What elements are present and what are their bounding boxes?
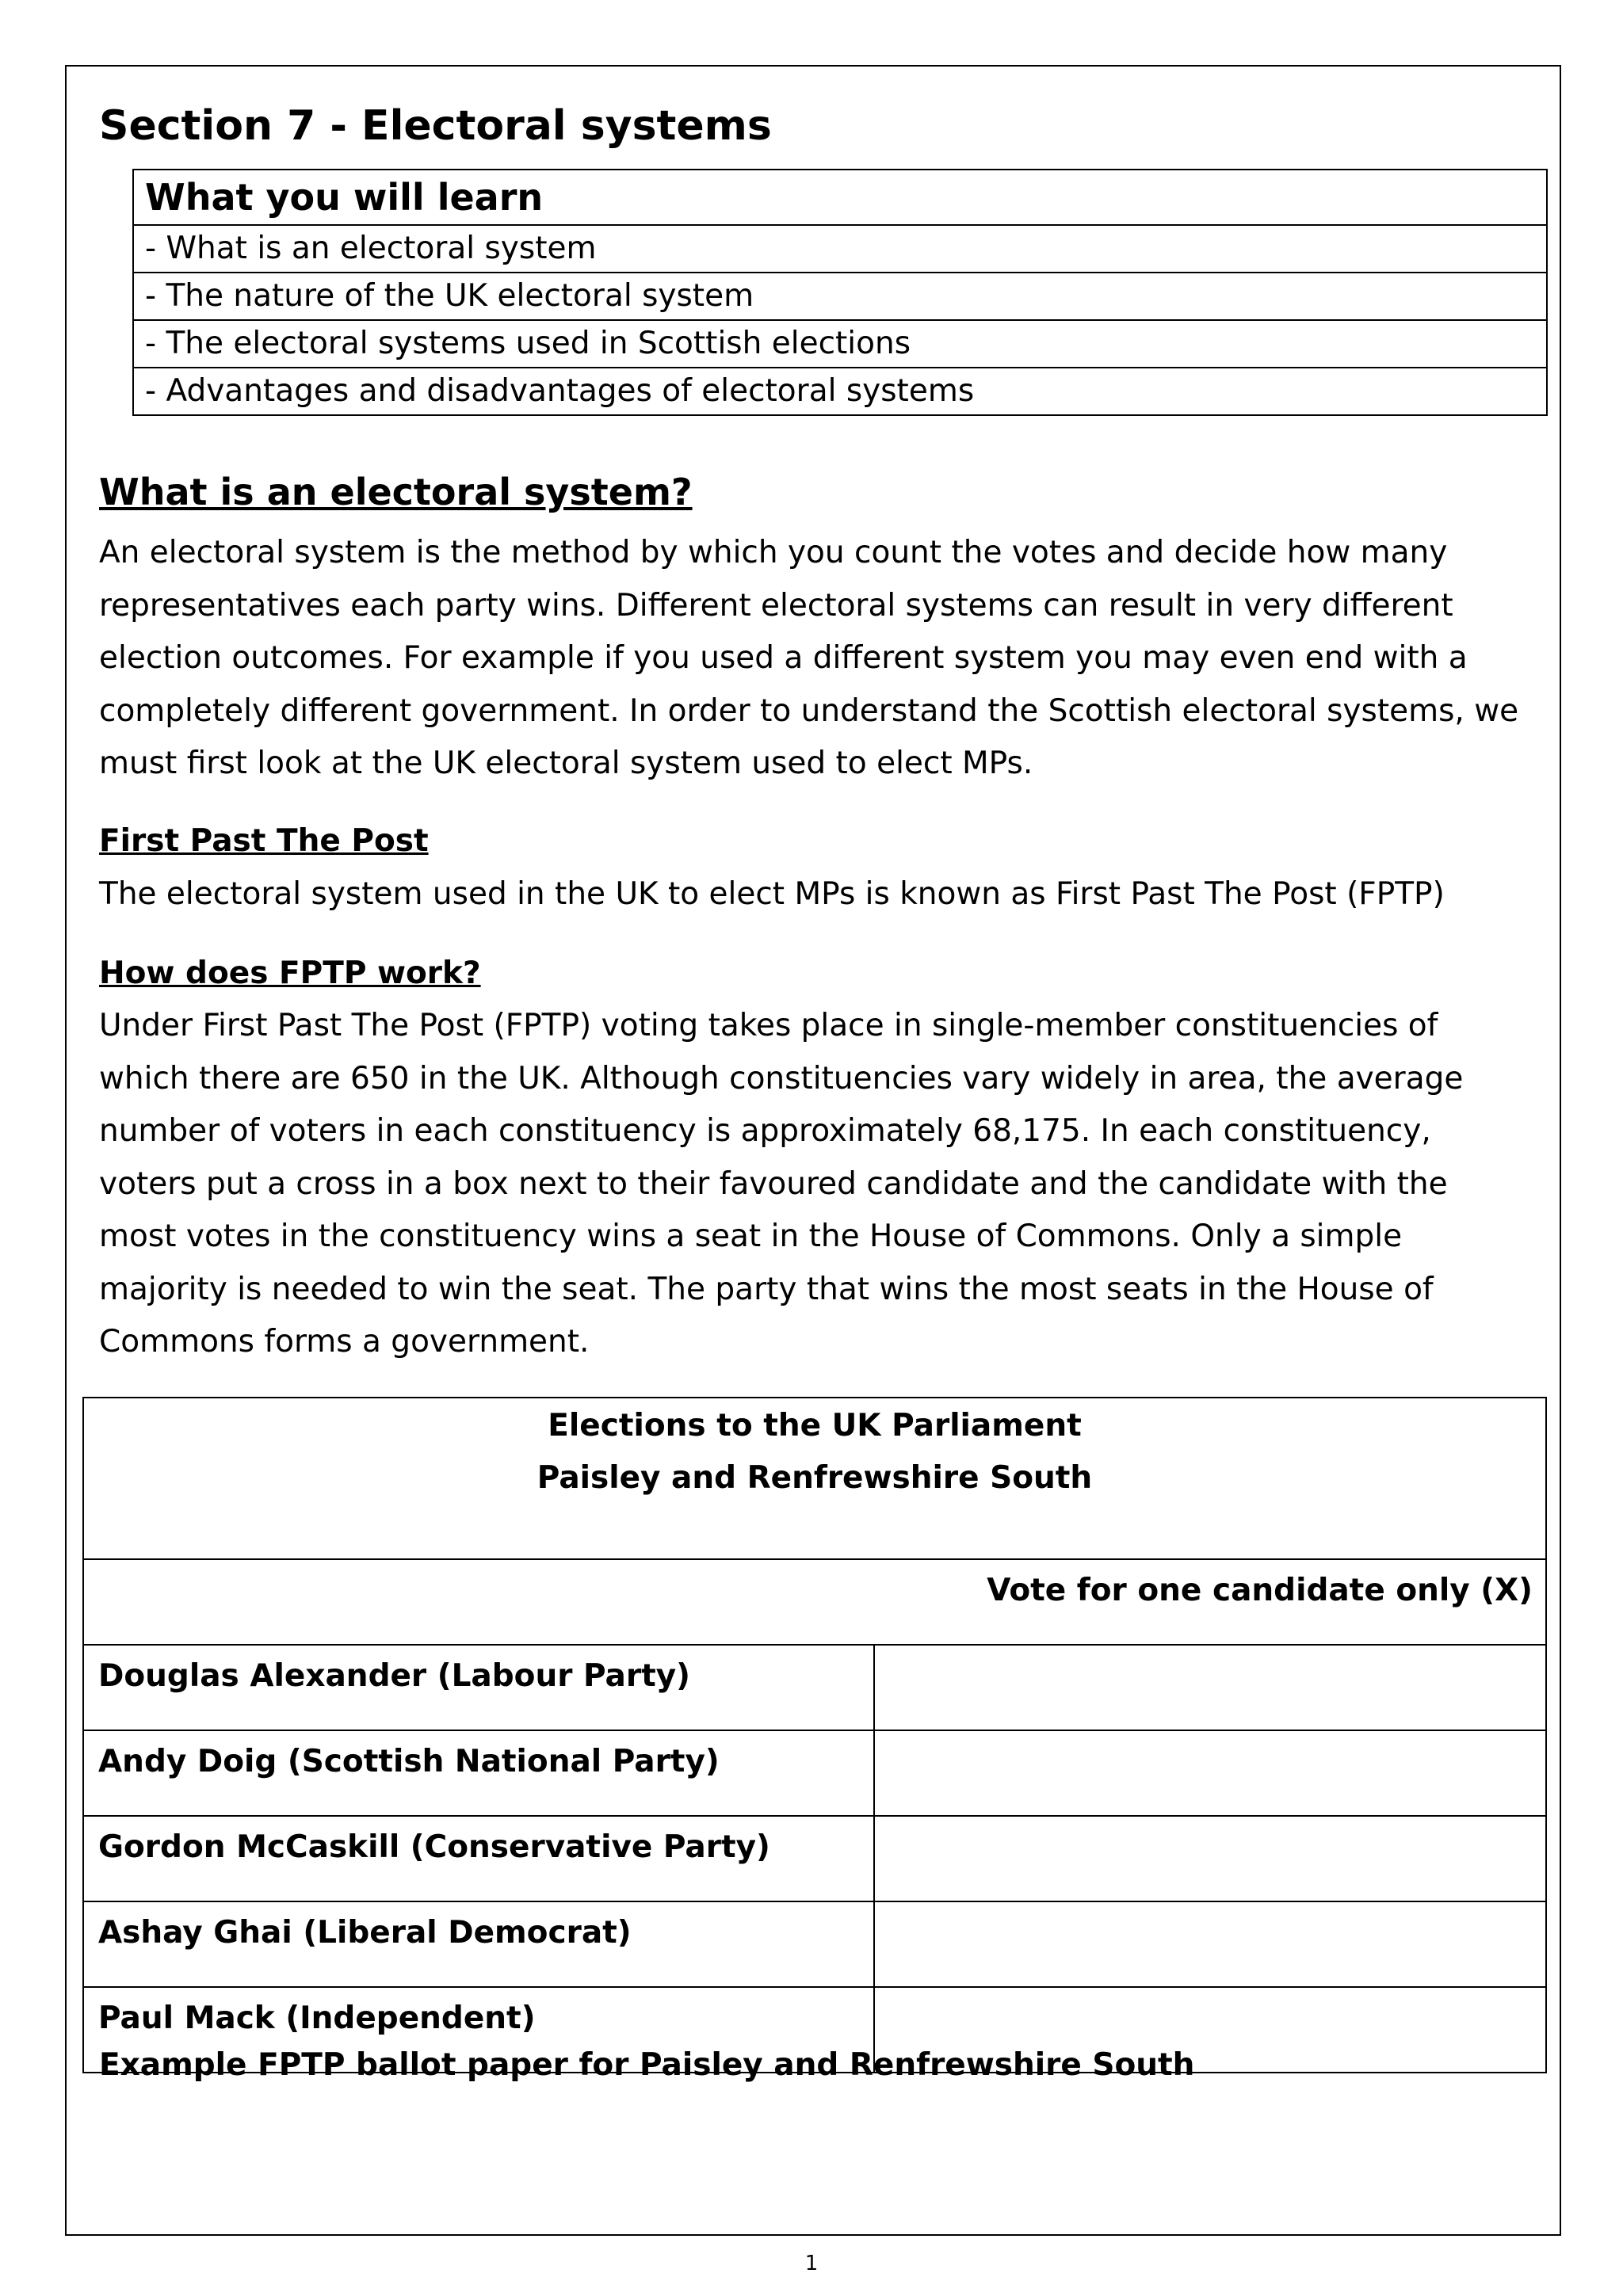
- learning-objective-row: [133, 225, 1547, 273]
- page-number: 1: [804, 2252, 819, 2275]
- ballot-candidate-row: [83, 1645, 1546, 1730]
- ballot-title-row: [83, 1398, 1546, 1559]
- ballot-candidate-row: [83, 1816, 1546, 1901]
- fptp-heading: First Past The Post: [99, 823, 429, 859]
- ballot-title-cell: [83, 1398, 1546, 1559]
- ballot-vote-box[interactable]: [874, 1645, 1546, 1730]
- ballot-title-line1: Elections to the UK Parliament: [548, 1408, 1082, 1444]
- ballot-candidate-name: Gordon McCaskill (Conservative Party): [83, 1816, 874, 1901]
- ballot-candidate-name: Andy Doig (Scottish National Party): [83, 1730, 874, 1816]
- ballot-candidate-row: [83, 1901, 1546, 1987]
- ballot-instruction: Vote for one candidate only (X): [83, 1559, 1546, 1645]
- ballot-candidate-name: Paul Mack (Independent): [83, 1987, 874, 2073]
- how-fptp-heading: How does FPTP work?: [99, 955, 481, 991]
- ballot-candidate-name: Ashay Ghai (Liberal Democrat): [83, 1901, 874, 1987]
- learning-objective-item: - What is an electoral system: [133, 225, 1547, 273]
- ballot-vote-box[interactable]: [874, 1816, 1546, 1901]
- learning-objective-row: [133, 368, 1547, 415]
- learning-objectives-table: [132, 169, 1548, 416]
- fptp-paragraph: The electoral system used in the UK to elect MPs is known as First Past The Post (FPTP): [99, 876, 1445, 912]
- ballot-candidate-name: Douglas Alexander (Labour Party): [83, 1645, 874, 1730]
- learning-objective-item: - Advantages and disadvantages of electoral systems: [133, 368, 1547, 415]
- learning-objectives-header-row: [133, 170, 1547, 225]
- learning-objective-item: - The nature of the UK electoral system: [133, 273, 1547, 320]
- ballot-caption: Example FPTP ballot paper for Paisley and Renfrewshire South: [99, 2047, 1195, 2083]
- how-fptp-paragraph: Under First Past The Post (FPTP) voting takes place in single-member constituencies of which there are 650 in the UK. Although constituencies vary widely in area, the average number of voters in each constituency is approximately 68,175. In each constituency, voters put a cross in a box next to their favoured candidate and the candidate with the most votes in the constituency wins a seat in the House of Commons. Only a simple majority is needed to win the seat. The party that wins the most seats in the House of Commons forms a government.: [99, 1008, 1464, 1360]
- ballot-paper: [82, 1397, 1547, 2073]
- learning-objectives-heading: What you will learn: [133, 170, 1547, 225]
- what-is-paragraph: An electoral system is the method by which you count the votes and decide how many representatives each party wins. Different electoral systems can result in very different election outcomes. For example if you used a different system you may even end with a completely different government. In order to understand the Scottish electoral systems, we must first look at the UK electoral system used to elect MPs.: [99, 535, 1519, 781]
- ballot-vote-box[interactable]: [874, 1901, 1546, 1987]
- ballot-candidate-row: [83, 1730, 1546, 1816]
- learning-objective-row: [133, 320, 1547, 368]
- ballot-title-line2: Paisley and Renfrewshire South: [537, 1460, 1093, 1496]
- section-title: Section 7 - Electoral systems: [99, 102, 772, 150]
- learning-objective-row: [133, 273, 1547, 320]
- ballot-instruction-row: [83, 1559, 1546, 1645]
- ballot-vote-box[interactable]: [874, 1730, 1546, 1816]
- what-is-heading: What is an electoral system?: [99, 471, 693, 513]
- learning-objective-item: - The electoral systems used in Scottish elections: [133, 320, 1547, 368]
